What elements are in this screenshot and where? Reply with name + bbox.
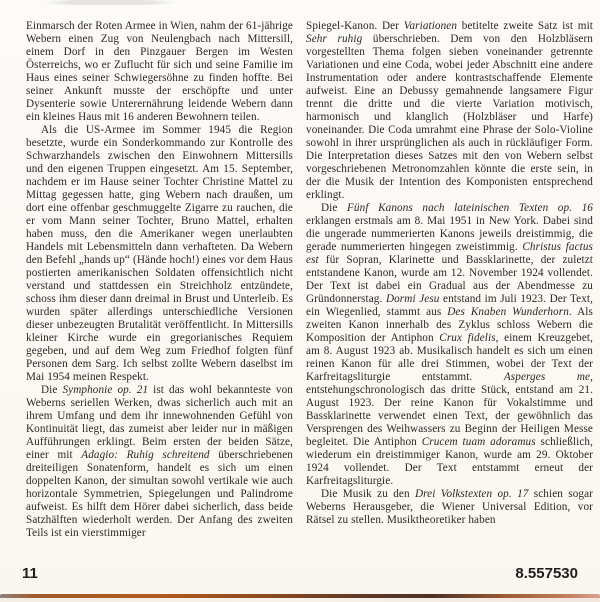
paragraph: Spiegel-Kanon. Der Variationen betitelte zweite Satz ist mit Sehr ruhig überschrieben. Dem von den Holzbläsern vorgestellten Thema folgen sieben voneinander getrennte Variationen und eine Coda, wobei jeder Abschnitt eine andere Instrumentation oder andere kontrastschaffende Elemente aufweist. Eine an Debussy gemahnende langsamere Figur trennt die dritte und die vierte Variation motivisch, harmonisch und klanglich (Holzbläser und Harfe) voneinander. Die Coda umrahmt eine Phrase der Solo-Violine sowohl in ihrer ursprünglichen als auch in rückläufiger Form. Die Interpretation dieses Satzes mit den von Webern selbst vorgeschriebenen Metronomzahlen könnte die erste sein, in der die Musik der Intention des Komponisten entsprechend erklingt. [306, 20, 593, 201]
page-bottom-edge [0, 592, 600, 602]
paragraph: Die Symphonie op. 21 ist das wohl bekannteste von Weberns seriellen Werken, dwas sicherlich auch mit an ihrem Umfang und dem ihr innewohnenden Gefühl von Kontinuität liegt, das zumeist aber leider nur in mäßigen Aufführungen erklingt. Beim ersten der beiden Sätze, einer mit Adagio: Ruhig schreitend überschriebenen dreiteiligen Sonatenform, handelt es sich um einen doppelten Kanon, der simultan sowohl vertikale wie auch horizontale Symmetrien, Spiegelungen und Palindrome aufweist. Es hilft dem Hörer dabei sicherlich, dass beide Satzhälften wiederholt werden. Der Anfang des zweiten Teils ist ein vierstimmiger [26, 384, 294, 539]
scan-artifact-top [42, 0, 177, 5]
paragraph: Die Musik zu den Drei Volkstexten op. 17 schien sogar Weberns Herausgeber, die Wiener Universal Edition, vor Rätsel zu stellen. Musiktheoretiker haben [306, 488, 593, 526]
page-edge-stripe [0, 594, 600, 598]
text-columns [26, 20, 593, 540]
catalog-number: 8.557530 [515, 565, 578, 582]
paragraph: Als die US-Armee im Sommer 1945 die Region besetzte, wurde ein Sonderkommando zur Kontrolle des Schwarzhandels zwischen den Einwohnern Mittersills und den eigenen Truppen eingesetzt. Am 15. September, nachdem er im Hause seiner Tochter Christine Mattel zu Mittag gegessen hatte, ging Webern nach draußen, um dort eine offenbar geschmuggelte Zigarre zu rauchen, die er vom Mann seiner Tochter, Bruno Mattel, erhalten haben muss, den die Amerikaner wegen unerlaubten Handels mit Lebensmitteln dann verhafteten. Da Webern den Befehl „hands up“ (Hände hoch!) eines vor dem Haus postierten amerikanischen Soldaten offensichtlich nicht verstand und stattdessen ein Streichholz entzündete, schoss ihm dieser dann dreimal in Brust und Unterleib. Es wurden später allerdings unterschiedliche Versionen dieser unbezeugten Brutalität veröffentlicht. In Mittersills kleiner Kirche wurde ein gregorianisches Requiem gegeben, und auf dem Weg zum Friedhof folgten fünf Personen dem Sarg. Ich selbst zollte Webern daselbst im Mai 1954 meinen Respekt. [26, 124, 293, 383]
text-column-right [306, 20, 593, 540]
paragraph: Die Fünf Kanons nach lateinischen Texten op. 16 erklangen erstmals am 8. Mai 1951 in New York. Dabei sind die ungerade nummerierten Kanons jeweils dreistimmig, die gerade nummerierten hingegen zweistimmig. Christus factus est für Sopran, Klarinette und Bassklarinette, der zuletzt entstandene Kanon, wurde am 12. November 1924 vollendet. Der Text ist dabei ein Gradual aus der Abendmesse zu Gründonnerstag. Dormi Jesu entstand im Juli 1923. Der Text, ein Wiegenlied, stammt aus Des Knaben Wunderhorn. Als zweiten Kanon innerhalb des Zyklus schloss Webern die Komposition der Antiphon Crux fidelis, einem Kreuzgebet, am 8. August 1923 ab. Musikalisch handelt es sich um einen reinen Kanon für alle drei Stimmen, wobei der Text der Karfreitagsliturgie entstammt. Asperges me, entstehungschronologisch das dritte Stück, entstand am 21. August 1923. Der reine Kanon für Vokalstimme und Bassklarinette verwendet einen Text, der gewöhnlich das Versprengen des Weihwassers zu Beginn der Heiligen Messe begleitet. Die Antiphon Crucem tuam adoramus schließlich, wiederum ein dreistimmiger Kanon, wurde am 29. Oktober 1924 vollendet. Der Text entstammt erneut der Karfreitagsliturgie. [306, 202, 594, 487]
paragraph: Einmarsch der Roten Armee in Wien, nahm der 61-jährige Webern einen Zug von Neulengbach nach Mittersill, einem Dorf in den Pinzgauer Bergen im Westen Österreichs, wo er Zuflucht für sich und seine Familie im Haus eines seiner Schwiegersöhne zu finden hoffte. Bei seiner Ankunft musste der erschöpfte und unter Dysenterie sowie Unterernährung leidende Webern dann ein kleines Haus mit 16 anderen Bewohnern teilen. [26, 20, 293, 123]
page-number: 11 [22, 565, 38, 582]
text-column-left [26, 20, 293, 540]
